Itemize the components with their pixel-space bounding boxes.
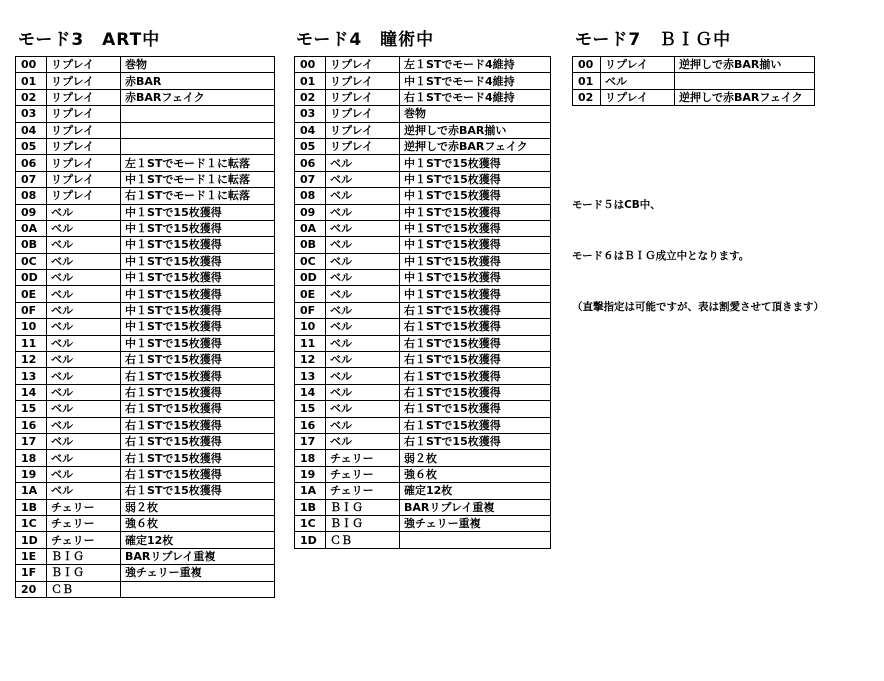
row-role: ベル — [47, 237, 121, 253]
row-code: 00 — [573, 57, 601, 73]
row-role: リプレイ — [326, 57, 400, 73]
table-row — [16, 270, 275, 286]
row-description: 強６枚 — [121, 515, 275, 531]
row-role: ベル — [47, 368, 121, 384]
row-role: チェリー — [326, 483, 400, 499]
row-description: 中１STで15枚獲得 — [121, 302, 275, 318]
row-code: 15 — [295, 401, 326, 417]
row-role: ベル — [326, 204, 400, 220]
row-code: 1C — [295, 515, 326, 531]
row-description: 中１STで15枚獲得 — [400, 204, 551, 220]
row-description: 右１STで15枚獲得 — [400, 302, 551, 318]
table-row — [16, 302, 275, 318]
row-description: 中１STで15枚獲得 — [400, 237, 551, 253]
row-role: チェリー — [47, 532, 121, 548]
row-code: 0C — [295, 253, 326, 269]
row-description: 中１STで15枚獲得 — [121, 335, 275, 351]
row-code: 07 — [16, 171, 47, 187]
row-code: 00 — [16, 57, 47, 73]
row-description: 中１STで15枚獲得 — [400, 220, 551, 236]
row-code: 14 — [295, 384, 326, 400]
row-role: チェリー — [47, 515, 121, 531]
row-role: リプレイ — [47, 138, 121, 154]
table-row — [295, 270, 551, 286]
row-role: ＣＢ — [47, 581, 121, 597]
row-code: 08 — [295, 188, 326, 204]
row-description: 左１STでモード１に転落 — [121, 155, 275, 171]
row-description: 弱２枚 — [400, 450, 551, 466]
row-role: ベル — [326, 319, 400, 335]
row-code: 10 — [16, 319, 47, 335]
row-role: リプレイ — [601, 89, 675, 105]
table-row — [16, 433, 275, 449]
row-code: 13 — [16, 368, 47, 384]
row-role: チェリー — [326, 466, 400, 482]
row-description: 中１STで15枚獲得 — [121, 204, 275, 220]
row-code: 10 — [295, 319, 326, 335]
row-code: 0E — [16, 286, 47, 302]
row-role: リプレイ — [47, 171, 121, 187]
row-code: 18 — [16, 450, 47, 466]
table-row — [16, 515, 275, 531]
row-description: 右１STで15枚獲得 — [121, 352, 275, 368]
row-role: ベル — [47, 417, 121, 433]
row-role: ベル — [326, 171, 400, 187]
table-row — [295, 335, 551, 351]
mode7-table — [572, 56, 815, 106]
row-role: リプレイ — [326, 122, 400, 138]
table-row — [16, 171, 275, 187]
row-description: 中１STで15枚獲得 — [400, 188, 551, 204]
row-code: 01 — [573, 73, 601, 89]
mode3-table — [15, 56, 275, 598]
row-role: ベル — [326, 352, 400, 368]
row-role: ベル — [47, 466, 121, 482]
row-role: ベル — [47, 352, 121, 368]
row-role: ベル — [47, 253, 121, 269]
row-description: 逆押しで赤BAR揃い — [400, 122, 551, 138]
row-description: 右１STで15枚獲得 — [121, 401, 275, 417]
row-description: 右１STで15枚獲得 — [400, 384, 551, 400]
table-row — [573, 89, 815, 105]
row-code: 0F — [295, 302, 326, 318]
row-role: リプレイ — [326, 106, 400, 122]
row-description: 中１STで15枚獲得 — [121, 253, 275, 269]
row-role: ベル — [47, 302, 121, 318]
row-role: リプレイ — [47, 188, 121, 204]
row-code: 03 — [16, 106, 47, 122]
table-row — [16, 253, 275, 269]
row-code: 12 — [16, 352, 47, 368]
table-row — [295, 106, 551, 122]
table-row — [16, 73, 275, 89]
row-code: 16 — [295, 417, 326, 433]
table-row — [295, 515, 551, 531]
row-description: 右１STで15枚獲得 — [121, 433, 275, 449]
row-description — [121, 106, 275, 122]
row-role: リプレイ — [326, 138, 400, 154]
row-description — [400, 532, 551, 548]
row-code: 04 — [16, 122, 47, 138]
note-line: （直撃指定は可能ですが、表は割愛させて頂きます） — [572, 301, 824, 313]
row-role: ベル — [47, 433, 121, 449]
table-row — [295, 155, 551, 171]
row-code: 1C — [16, 515, 47, 531]
row-code: 02 — [295, 89, 326, 105]
row-role: ベル — [47, 319, 121, 335]
table-row — [295, 384, 551, 400]
row-role: ベル — [326, 368, 400, 384]
row-code: 0E — [295, 286, 326, 302]
table-row — [295, 302, 551, 318]
table-row — [295, 73, 551, 89]
row-description: 右１STでモード１に転落 — [121, 188, 275, 204]
row-description: 逆押しで赤BARフェイク — [400, 138, 551, 154]
row-description: 確定12枚 — [121, 532, 275, 548]
row-description: 中１STで15枚獲得 — [121, 237, 275, 253]
table-row — [16, 352, 275, 368]
row-role: ベル — [326, 270, 400, 286]
row-code: 05 — [16, 138, 47, 154]
table-row — [295, 352, 551, 368]
row-description: BARリプレイ重複 — [400, 499, 551, 515]
row-code: 17 — [16, 433, 47, 449]
row-description: 右１STで15枚獲得 — [121, 450, 275, 466]
row-role: ベル — [47, 220, 121, 236]
row-role: リプレイ — [601, 57, 675, 73]
row-code: 1D — [295, 532, 326, 548]
mode4-title: モード4 瞳術中 — [296, 30, 435, 50]
row-role: ベル — [326, 401, 400, 417]
row-code: 1F — [16, 565, 47, 581]
row-code: 01 — [295, 73, 326, 89]
table-row — [295, 89, 551, 105]
row-role: リプレイ — [326, 73, 400, 89]
row-code: 0D — [16, 270, 47, 286]
row-code: 1A — [295, 483, 326, 499]
row-code: 1D — [16, 532, 47, 548]
row-description: 中１STで15枚獲得 — [121, 319, 275, 335]
row-code: 20 — [16, 581, 47, 597]
table-row — [16, 499, 275, 515]
row-code: 1A — [16, 483, 47, 499]
row-code: 1E — [16, 548, 47, 564]
row-code: 0A — [16, 220, 47, 236]
row-code: 09 — [295, 204, 326, 220]
table-row — [16, 384, 275, 400]
row-role: ベル — [47, 286, 121, 302]
row-description: 左１STでモード4維持 — [400, 57, 551, 73]
row-code: 19 — [16, 466, 47, 482]
table-row — [16, 417, 275, 433]
mode3-title: モード3 ART中 — [18, 30, 161, 50]
row-description: 右１STで15枚獲得 — [400, 335, 551, 351]
row-role: ＢＩＧ — [326, 499, 400, 515]
row-role: ベル — [326, 253, 400, 269]
row-description: 右１STで15枚獲得 — [400, 352, 551, 368]
row-description: BARリプレイ重複 — [121, 548, 275, 564]
table-row — [295, 466, 551, 482]
row-code: 08 — [16, 188, 47, 204]
row-description: 右１STで15枚獲得 — [400, 433, 551, 449]
row-description: 中１STで15枚獲得 — [400, 155, 551, 171]
row-role: チェリー — [326, 450, 400, 466]
row-role: ＢＩＧ — [326, 515, 400, 531]
row-description: 強６枚 — [400, 466, 551, 482]
row-role: ベル — [47, 450, 121, 466]
row-code: 11 — [16, 335, 47, 351]
table-row — [16, 581, 275, 597]
table-row — [16, 368, 275, 384]
row-description: 中１STで15枚獲得 — [400, 171, 551, 187]
mode-notes — [572, 163, 824, 333]
row-code: 1B — [295, 499, 326, 515]
row-role: ベル — [47, 335, 121, 351]
row-role: ベル — [326, 155, 400, 171]
row-description: 右１STでモード4維持 — [400, 89, 551, 105]
row-description: 巻物 — [121, 57, 275, 73]
row-code: 16 — [16, 417, 47, 433]
row-description: 巻物 — [400, 106, 551, 122]
table-row — [295, 532, 551, 548]
row-role: チェリー — [47, 499, 121, 515]
row-code: 1B — [16, 499, 47, 515]
table-row — [16, 89, 275, 105]
row-description: 中１STで15枚獲得 — [121, 220, 275, 236]
table-row — [16, 220, 275, 236]
row-role: ＢＩＧ — [47, 548, 121, 564]
row-role: ベル — [326, 417, 400, 433]
table-row — [16, 155, 275, 171]
row-role: ベル — [326, 188, 400, 204]
row-role: ベル — [326, 286, 400, 302]
row-code: 0A — [295, 220, 326, 236]
row-code: 0B — [295, 237, 326, 253]
row-code: 17 — [295, 433, 326, 449]
row-code: 03 — [295, 106, 326, 122]
table-row — [295, 286, 551, 302]
row-description — [675, 73, 815, 89]
row-role: ベル — [326, 237, 400, 253]
row-description: 右１STで15枚獲得 — [400, 319, 551, 335]
row-role: ベル — [326, 384, 400, 400]
table-row — [295, 253, 551, 269]
row-description: 中１STで15枚獲得 — [400, 286, 551, 302]
row-code: 02 — [573, 89, 601, 105]
row-role: ベル — [47, 384, 121, 400]
row-description: 強チェリー重複 — [121, 565, 275, 581]
row-code: 19 — [295, 466, 326, 482]
mode4-table — [294, 56, 551, 549]
table-row — [573, 73, 815, 89]
table-row — [295, 204, 551, 220]
row-code: 05 — [295, 138, 326, 154]
table-row — [295, 220, 551, 236]
table-row — [295, 368, 551, 384]
row-role: ベル — [326, 335, 400, 351]
row-code: 11 — [295, 335, 326, 351]
row-description: 右１STで15枚獲得 — [121, 483, 275, 499]
table-row — [16, 532, 275, 548]
row-description: 確定12枚 — [400, 483, 551, 499]
row-role: ベル — [47, 483, 121, 499]
row-description: 右１STで15枚獲得 — [400, 417, 551, 433]
row-role: ベル — [326, 220, 400, 236]
table-row — [295, 401, 551, 417]
row-code: 0C — [16, 253, 47, 269]
row-description: 中１STでモード4維持 — [400, 73, 551, 89]
row-code: 07 — [295, 171, 326, 187]
table-row — [295, 188, 551, 204]
table-row — [16, 401, 275, 417]
note-line: モード６はＢＩＧ成立中となります。 — [572, 250, 750, 262]
row-description: 中１STで15枚獲得 — [121, 270, 275, 286]
row-code: 14 — [16, 384, 47, 400]
row-role: リプレイ — [47, 106, 121, 122]
table-row — [573, 57, 815, 73]
row-code: 0D — [295, 270, 326, 286]
table-row — [16, 138, 275, 154]
table-row — [16, 466, 275, 482]
row-role: リプレイ — [47, 73, 121, 89]
row-description: 赤BAR — [121, 73, 275, 89]
table-row — [295, 319, 551, 335]
table-row — [295, 417, 551, 433]
table-row — [295, 171, 551, 187]
row-role: ベル — [326, 302, 400, 318]
row-role: リプレイ — [47, 89, 121, 105]
row-role: リプレイ — [326, 89, 400, 105]
table-row — [16, 237, 275, 253]
row-description: 右１STで15枚獲得 — [400, 368, 551, 384]
row-code: 0F — [16, 302, 47, 318]
table-row — [295, 433, 551, 449]
table-row — [16, 57, 275, 73]
row-description: 右１STで15枚獲得 — [121, 417, 275, 433]
row-description: 強チェリー重複 — [400, 515, 551, 531]
table-row — [16, 483, 275, 499]
row-code: 13 — [295, 368, 326, 384]
row-description: 中１STで15枚獲得 — [400, 253, 551, 269]
row-description: 中１STで15枚獲得 — [400, 270, 551, 286]
row-role: ベル — [326, 433, 400, 449]
row-description: 右１STで15枚獲得 — [400, 401, 551, 417]
row-description: 弱２枚 — [121, 499, 275, 515]
row-code: 04 — [295, 122, 326, 138]
table-row — [16, 335, 275, 351]
row-role: ベル — [47, 270, 121, 286]
table-row — [295, 138, 551, 154]
table-row — [16, 286, 275, 302]
row-code: 18 — [295, 450, 326, 466]
row-role: ＣＢ — [326, 532, 400, 548]
note-line: モード５はCB中、 — [572, 199, 661, 211]
row-role: ベル — [47, 401, 121, 417]
row-description: 赤BARフェイク — [121, 89, 275, 105]
table-row — [16, 450, 275, 466]
row-role: リプレイ — [47, 122, 121, 138]
table-row — [295, 450, 551, 466]
table-row — [16, 565, 275, 581]
row-description — [121, 122, 275, 138]
row-role: ベル — [601, 73, 675, 89]
row-description: 右１STで15枚獲得 — [121, 384, 275, 400]
table-row — [295, 483, 551, 499]
row-code: 15 — [16, 401, 47, 417]
table-row — [16, 319, 275, 335]
table-row — [16, 122, 275, 138]
row-description: 右１STで15枚獲得 — [121, 368, 275, 384]
table-row — [16, 106, 275, 122]
row-description: 逆押しで赤BARフェイク — [675, 89, 815, 105]
table-row — [295, 122, 551, 138]
row-role: リプレイ — [47, 57, 121, 73]
row-role: リプレイ — [47, 155, 121, 171]
table-row — [16, 204, 275, 220]
table-row — [16, 548, 275, 564]
row-description: 逆押しで赤BAR揃い — [675, 57, 815, 73]
row-code: 02 — [16, 89, 47, 105]
row-code: 06 — [295, 155, 326, 171]
row-description: 中１STで15枚獲得 — [121, 286, 275, 302]
row-code: 0B — [16, 237, 47, 253]
row-role: ベル — [47, 204, 121, 220]
row-code: 01 — [16, 73, 47, 89]
row-description: 中１STでモード１に転落 — [121, 171, 275, 187]
row-code: 00 — [295, 57, 326, 73]
row-description — [121, 581, 275, 597]
row-code: 09 — [16, 204, 47, 220]
row-description — [121, 138, 275, 154]
table-row — [295, 499, 551, 515]
table-row — [295, 57, 551, 73]
row-code: 12 — [295, 352, 326, 368]
table-row — [16, 188, 275, 204]
row-code: 06 — [16, 155, 47, 171]
table-row — [295, 237, 551, 253]
mode7-title: モード7 ＢＩＧ中 — [575, 30, 732, 50]
row-description: 右１STで15枚獲得 — [121, 466, 275, 482]
row-role: ＢＩＧ — [47, 565, 121, 581]
